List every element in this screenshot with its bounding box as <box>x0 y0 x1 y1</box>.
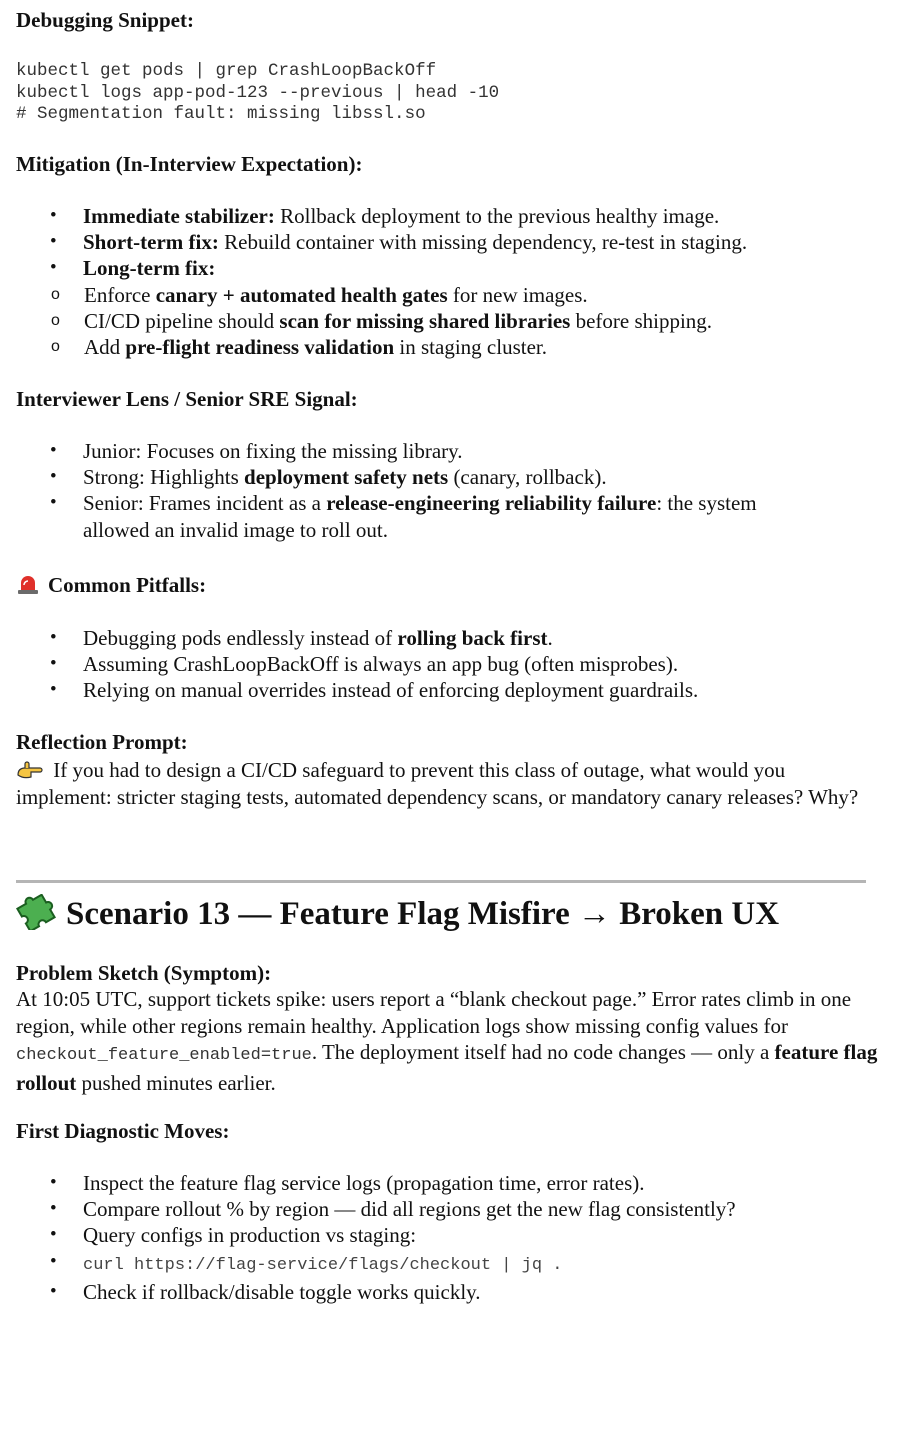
debugging-snippet-heading: Debugging Snippet: <box>16 8 194 32</box>
text: pushed minutes earlier. <box>76 1070 276 1095</box>
pitfalls-list <box>16 625 886 704</box>
list-item: • Relying on manual overrides instead of enforcing deployment guardrails. <box>16 677 886 703</box>
list-item <box>16 625 886 651</box>
list-item <box>16 1249 886 1279</box>
text: Senior: Frames incident as a <box>83 491 327 516</box>
text: : the system allowed an invalid image to roll out. <box>83 491 757 542</box>
list-item: • Junior: Focuses on fixing the missing library. <box>16 438 886 464</box>
text: Debugging pods endlessly instead of <box>83 626 398 650</box>
text: in staging cluster. <box>394 335 547 360</box>
item-text: Rebuild container with missing dependency, re-test in staging. <box>218 230 748 255</box>
sub-list-item <box>16 334 886 360</box>
text: CI/CD pipeline should <box>84 308 280 333</box>
first-diagnostic-heading: First Diagnostic Moves: <box>16 1119 230 1143</box>
bold-text: feature flag rollout <box>16 1040 878 1095</box>
mitigation-list <box>16 203 886 360</box>
list-item <box>16 229 886 255</box>
list-item: • Compare rollout % by region — did all regions get the new flag consistently? <box>16 1196 886 1222</box>
text: before shipping. <box>570 308 713 333</box>
siren-icon <box>16 573 40 595</box>
code-line: kubectl logs app-pod-123 --previous | head -10 <box>16 82 500 103</box>
item-label: Long-term fix: <box>83 256 216 281</box>
problem-paragraph <box>16 986 886 1096</box>
reflection-heading: Reflection Prompt: <box>16 730 188 754</box>
code-text: curl https://flag-service/flags/checkout | jq . <box>83 1255 563 1275</box>
list-item: • Assuming CrashLoopBackOff is always an app bug (often misprobes). <box>16 651 886 677</box>
list-item <box>16 464 886 490</box>
list-item: • Inspect the feature flag service logs (propagation time, error rates). <box>16 1170 886 1196</box>
reflection-text <box>16 757 886 810</box>
diagnostic-list <box>16 1170 886 1305</box>
text: If you had to design a CI/CD safeguard to prevent this class of outage, what would you implement: stricter staging tests, automated dependency scans, or mandatory canary releases? Why? <box>16 758 859 809</box>
text: . <box>547 626 553 650</box>
item-text: Rollback deployment to the previous healthy image. <box>274 204 720 228</box>
item-label: Immediate stabilizer: <box>83 204 275 228</box>
code-line: # Segmentation fault: missing libssl.so <box>16 104 426 124</box>
bold-text: deployment safety nets <box>244 465 449 490</box>
text: Strong: Highlights <box>83 465 245 490</box>
bold-text: canary + automated health gates <box>155 282 448 307</box>
text: Enforce <box>84 282 156 307</box>
text: (canary, rollback). <box>448 465 607 490</box>
interviewer-lens-heading: Interviewer Lens / Senior SRE Signal: <box>16 387 358 411</box>
puzzle-piece-icon <box>16 894 56 930</box>
pointing-hand-icon <box>16 761 44 779</box>
code-line: kubectl get pods | grep CrashLoopBackOff <box>16 61 437 81</box>
sub-list-item <box>16 282 886 308</box>
bold-text: rolling back first <box>397 626 548 650</box>
debug-code-block <box>16 61 499 126</box>
scenario-title <box>16 893 779 935</box>
text: At 10:05 UTC, support tickets spike: users report a “blank checkout page.” Error rates climb in one region, while other regions remain healthy. Application logs show missing config values for <box>16 987 852 1038</box>
common-pitfalls-heading <box>16 572 206 598</box>
list-item: • Query configs in production vs staging: <box>16 1222 886 1248</box>
title-text: Scenario 13 — Feature Flag Misfire → Broken UX <box>66 896 780 932</box>
list-item: • Check if rollback/disable toggle works quickly. <box>16 1279 886 1305</box>
list-item <box>16 203 886 229</box>
item-label: Short-term fix: <box>83 230 219 255</box>
bold-text: release-engineering reliability failure <box>326 491 657 516</box>
text: . The deployment itself had no code changes — only a <box>311 1040 775 1065</box>
text: for new images. <box>447 282 588 307</box>
inline-code: checkout_feature_enabled=true <box>16 1046 312 1066</box>
list-item <box>16 490 886 542</box>
lens-list <box>16 438 886 543</box>
bold-text: scan for missing shared libraries <box>279 308 571 333</box>
list-item <box>16 255 886 360</box>
bold-text: pre-flight readiness validation <box>125 335 395 360</box>
mitigation-heading: Mitigation (In-Interview Expectation): <box>16 152 363 176</box>
problem-sketch-heading: Problem Sketch (Symptom): <box>16 961 272 985</box>
text: Add <box>84 335 126 360</box>
section-divider <box>16 880 866 883</box>
sub-list-item <box>16 308 886 334</box>
heading-text: Common Pitfalls: <box>48 573 207 597</box>
long-term-sublist <box>16 282 886 361</box>
